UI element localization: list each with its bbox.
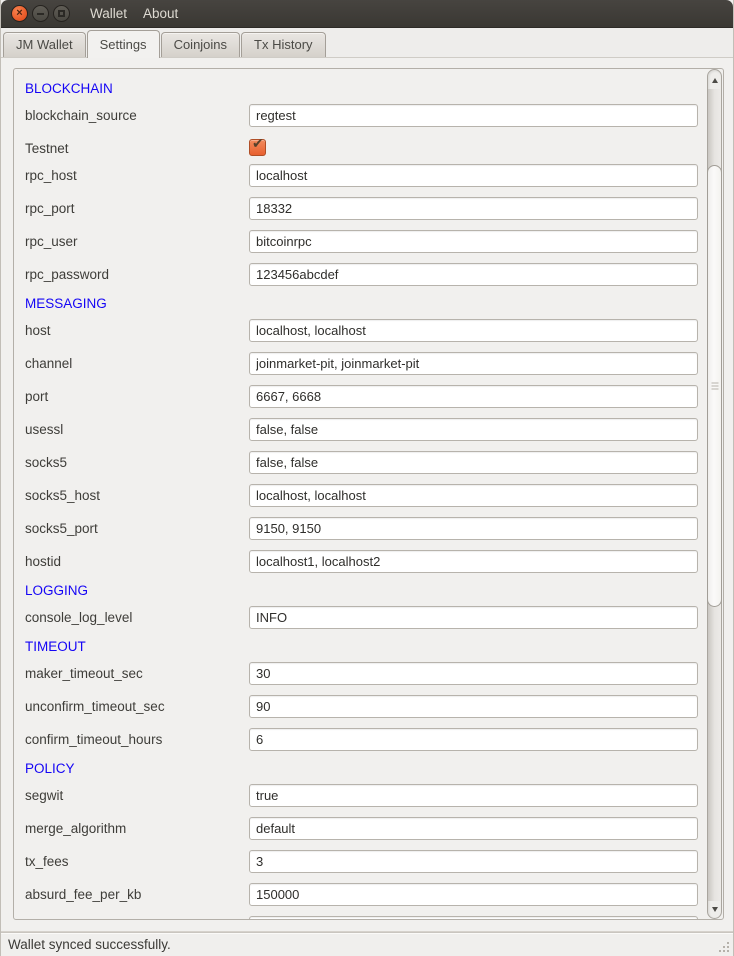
setting-label: rpc_user — [25, 234, 78, 249]
minimize-button[interactable] — [32, 5, 49, 22]
arrow-down-icon — [712, 907, 718, 912]
scroll-up-button[interactable] — [707, 72, 722, 88]
section-header-blockchain: BLOCKCHAIN — [25, 81, 113, 96]
setting-label: maker_timeout_sec — [25, 666, 143, 681]
setting-label: rpc_password — [25, 267, 110, 282]
section-header-logging: LOGGING — [25, 583, 89, 598]
setting-label: segwit — [25, 788, 64, 803]
rpc-host-input[interactable] — [249, 164, 698, 187]
status-bar — [1, 932, 733, 956]
setting-label: blockchain_source — [25, 108, 137, 123]
setting-row — [14, 784, 706, 817]
setting-row — [14, 385, 706, 418]
setting-label: console_log_level — [25, 610, 133, 625]
setting-row — [14, 137, 706, 164]
setting-label: tx_fees — [25, 854, 69, 869]
scroll-down-button[interactable] — [707, 901, 722, 917]
menu-wallet[interactable]: Wallet — [90, 6, 128, 21]
settings-scroll-area — [13, 68, 724, 920]
setting-label: socks5_port — [25, 521, 98, 536]
testnet-checkbox[interactable] — [249, 135, 266, 156]
socks5-port-input[interactable] — [249, 517, 698, 540]
hostid-input[interactable] — [249, 550, 698, 573]
setting-label: socks5_host — [25, 488, 101, 503]
port-input[interactable] — [249, 385, 698, 408]
setting-label: host — [25, 323, 51, 338]
unconfirm-timeout-sec-input[interactable] — [249, 695, 698, 718]
settings-form — [14, 69, 706, 919]
status-text: Wallet synced successfully. — [8, 937, 171, 952]
setting-row — [14, 606, 706, 639]
rpc-port-input[interactable] — [249, 197, 698, 220]
confirm-timeout-hours-input[interactable] — [249, 728, 698, 751]
setting-label: usessl — [25, 422, 64, 437]
setting-label: merge_algorithm — [25, 821, 127, 836]
setting-label: unconfirm_timeout_sec — [25, 699, 165, 714]
maker-timeout-sec-input[interactable] — [249, 662, 698, 685]
tab-coinjoins[interactable]: Coinjoins — [161, 32, 240, 57]
socks5-host-input[interactable] — [249, 484, 698, 507]
console-log-level-input[interactable] — [249, 606, 698, 629]
setting-row — [14, 916, 706, 919]
setting-row — [14, 164, 706, 197]
blockchain-source-input[interactable] — [249, 104, 698, 127]
setting-label: Testnet — [25, 141, 69, 156]
merge-algorithm-input[interactable] — [249, 817, 698, 840]
usessl-input[interactable] — [249, 418, 698, 441]
scrollbar-thumb[interactable] — [707, 165, 722, 607]
setting-row — [14, 352, 706, 385]
resize-grip[interactable] — [717, 940, 729, 952]
tab-bar — [1, 28, 733, 58]
setting-row — [14, 550, 706, 583]
section-header-messaging: MESSAGING — [25, 296, 107, 311]
checkmark-icon: ✔ — [252, 135, 264, 151]
settings-page — [1, 58, 733, 932]
maximize-button[interactable] — [53, 5, 70, 22]
menubar — [82, 0, 186, 27]
setting-row — [14, 662, 706, 695]
close-button[interactable] — [11, 5, 28, 22]
setting-row — [14, 728, 706, 761]
setting-row — [14, 817, 706, 850]
section-header-timeout: TIMEOUT — [25, 639, 86, 654]
channel-input[interactable] — [249, 352, 698, 375]
titlebar — [1, 0, 733, 28]
setting-row — [14, 883, 706, 916]
tab-jm-wallet[interactable]: JM Wallet — [3, 32, 86, 57]
arrow-up-icon — [712, 78, 718, 83]
maximize-icon — [58, 10, 65, 17]
clipped-input[interactable] — [249, 916, 698, 919]
rpc-user-input[interactable] — [249, 230, 698, 253]
segwit-input[interactable] — [249, 784, 698, 807]
setting-row — [14, 418, 706, 451]
setting-row — [14, 517, 706, 550]
setting-label: hostid — [25, 554, 62, 569]
setting-row — [14, 104, 706, 137]
setting-row — [14, 319, 706, 352]
host-input[interactable] — [249, 319, 698, 342]
minimize-icon — [37, 13, 44, 15]
absurd-fee-per-kb-input[interactable] — [249, 883, 698, 906]
setting-row — [14, 230, 706, 263]
setting-label: rpc_host — [25, 168, 77, 183]
socks5-input[interactable] — [249, 451, 698, 474]
scrollbar[interactable] — [706, 69, 723, 919]
setting-label: channel — [25, 356, 73, 371]
section-header-policy: POLICY — [25, 761, 75, 776]
setting-label: port — [25, 389, 49, 404]
tab-tx-history[interactable]: Tx History — [241, 32, 326, 57]
setting-row — [14, 263, 706, 296]
close-icon: × — [16, 6, 23, 19]
setting-label: absurd_fee_per_kb — [25, 887, 142, 902]
setting-label: rpc_port — [25, 201, 75, 216]
setting-label: confirm_timeout_hours — [25, 732, 163, 747]
setting-row — [14, 197, 706, 230]
tab-settings[interactable]: Settings — [87, 30, 160, 58]
setting-label: socks5 — [25, 455, 68, 470]
menu-about[interactable]: About — [143, 6, 179, 21]
setting-row — [14, 484, 706, 517]
setting-row — [14, 695, 706, 728]
setting-row — [14, 451, 706, 484]
rpc-password-input[interactable] — [249, 263, 698, 286]
setting-row — [14, 850, 706, 883]
tx-fees-input[interactable] — [249, 850, 698, 873]
